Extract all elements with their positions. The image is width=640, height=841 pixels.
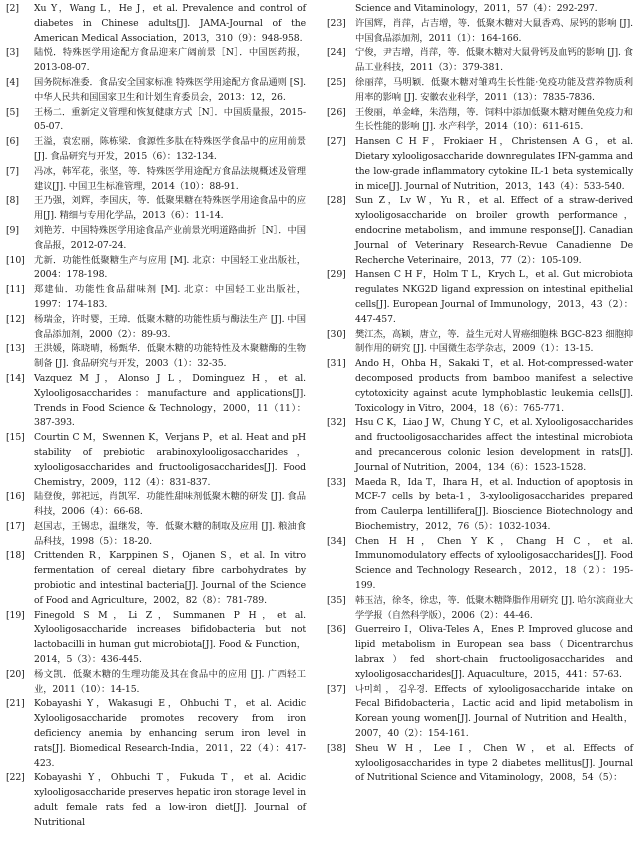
reference-text: 尤新．功能性低聚糖生产与应用 [M]. 北京：中国轻工业出版社，2004：178-198.: [34, 254, 306, 281]
reference-number: [5]: [6, 106, 19, 118]
reference-entry: [327, 17, 633, 47]
reference-list-left: [6, 2, 306, 831]
reference-number: [3]: [6, 47, 19, 59]
reference-entry: [6, 313, 306, 343]
reference-entry: [327, 194, 633, 268]
reference-number: [13]: [6, 343, 25, 355]
reference-entry: [6, 194, 306, 224]
reference-text: 王杨二．重新定义管理和恢复健康方式［N］．中国质量报，2015-05-07.: [34, 106, 306, 133]
reference-number: [30]: [327, 328, 346, 340]
reference-number: [8]: [6, 195, 19, 207]
reference-number: [23]: [327, 17, 346, 29]
reference-entry: [6, 2, 306, 46]
reference-number: [16]: [6, 491, 25, 503]
reference-entry: [327, 416, 633, 475]
reference-text: 国务院标准委．食品安全国家标准 特殊医学用途配方食品通则 [S]. 中华人民共和国国家卫生和计划生育委员会，2013：12，26.: [34, 76, 306, 103]
reference-text: 韩玉洁，徐冬，徐忠，等．低聚木糖降脂作用研究 [J]. 哈尔滨商业大学学报（自然科学版），2006（2）：44-46.: [355, 594, 633, 621]
reference-entry: [327, 623, 633, 682]
reference-number: [6]: [6, 136, 19, 148]
reference-number: [35]: [327, 594, 346, 606]
reference-entry: [6, 342, 306, 372]
reference-number: [10]: [6, 254, 25, 266]
reference-text: 赵国志，王锡忠，温继发，等．低聚木糖的制取及应用 [J]. 粮油食品科技，1998（5）：18-20.: [34, 520, 306, 547]
reference-text: Ando H，Ohba H，Sakaki T，et al. Hot-compressed-water decomposed products from bamboo manifest a selective cytotoxicity against acute lymphoblastic leukemia cells[J]. Toxicology in Vitro，2004，18（6）：765-771.: [355, 358, 633, 414]
reference-entry: [327, 2, 633, 17]
reference-text: Hansen C H F，Holm T L，Krych L，et al. Gut microbiota regulates NKG2D ligand expression on intestinal epithelial cells[J]. European Journal of Immunology，2013，43（2）：447-457.: [355, 269, 633, 325]
reference-entry: [6, 283, 306, 313]
reference-text: Kobayashi Y，Ohbuchi T，Fukuda T，et al. Acidic xylooligosaccharide preserves hepatic iron storage level in adult female rats fed a low-iron diet[J]. Journal of Nutritional: [34, 772, 306, 828]
reference-number: [21]: [6, 698, 25, 710]
reference-entry: [6, 697, 306, 771]
reference-entry: [327, 594, 633, 624]
reference-entry: [6, 490, 306, 520]
reference-number: [28]: [327, 195, 346, 207]
reference-number: [24]: [327, 47, 346, 59]
reference-text: 郑建仙．功能性食品甜味剂 [M]. 北京：中国轻工业出版社，1997：174-183.: [34, 284, 306, 310]
reference-number: [25]: [327, 76, 346, 88]
reference-number: [15]: [6, 432, 25, 444]
reference-entry: [327, 135, 633, 194]
reference-text: Kobayashi Y，Wakasugi E，Ohbuchi T，et al. Acidic Xylooligosaccharide promotes recovery from iron deficiency anemia by enhancing serum iron level in rats[J]. Biomedical Research-India，2011，22（4）：417-423.: [34, 698, 306, 769]
reference-number: [4]: [6, 76, 19, 88]
reference-text: Sun Z，Lv W，Yu R，et al. Effect of a straw-derived xylooligosaccharide on broiler growth performance，endocrine metabolism，and immune response[J]. Canadian Journal of Veterinary Research-Revue Canadienne De Recherche Veterinaire，2013，77（2）：105-109.: [355, 195, 633, 266]
reference-entry: [327, 76, 633, 106]
reference-number: [11]: [6, 284, 25, 296]
reference-entry: [6, 372, 306, 431]
reference-entry: [327, 268, 633, 327]
reference-text: 陆悦．特殊医学用途配方食品迎来广阔前景［N］．中国医药报，2013-08-07.: [34, 47, 306, 74]
reference-text: 王洪媛，陈晓晴，杨甄华．低聚木糖的功能特性及木聚糖酶的生物制备 [J]. 食品研究与开发，2003（1）：32-35.: [34, 343, 306, 370]
reference-entry: [6, 254, 306, 284]
reference-number: [2]: [6, 3, 19, 14]
reference-entry: [327, 476, 633, 535]
reference-text: 冯冰，韩军花，张坚，等．特殊医学用途配方食品法规概述及管理建议[J]. 中国卫生标准管理，2014（10）：88-91.: [34, 165, 306, 192]
reference-entry: [6, 609, 306, 668]
reference-number: [22]: [6, 772, 25, 784]
reference-list-right: [327, 2, 633, 786]
reference-entry: [6, 224, 306, 254]
reference-text: Xu Y，Wang L，He J，et al. Prevalence and control of diabetes in Chinese adults[J]. JAMA-Journal of the American Medical Association，2013，310（9）：948-958.: [34, 3, 306, 44]
reference-entry: [6, 46, 306, 76]
reference-text: Maeda R，Ida T，Ihara H，et al. Induction of apoptosis in MCF-7 cells by beta-1，3-xylooligosaccharides prepared from Caulerpa lentillifera[J]. Bioscience Biotechnology and Biochemistry，2012，76（5）：1032-1034.: [355, 476, 633, 532]
reference-entry: [6, 771, 306, 830]
reference-entry: [327, 683, 633, 742]
reference-entry: [6, 135, 306, 165]
reference-entry: [6, 668, 306, 698]
reference-number: [38]: [327, 742, 346, 754]
reference-entry: [327, 742, 633, 786]
reference-text: 나미희，김우경. Effects of xylooligosaccharide intake on Fecal Bifidobacteria，Lactic acid and lipid metabolism in Korean young women[J]. Journal of Nutrition and Health，2007，40（2）：154-161.: [355, 683, 633, 740]
reference-entry: [327, 357, 633, 416]
reference-text: 徐丽萍，马明颖．低聚木糖对雏鸡生长性能·免疫功能及营养物质利用率的影响 [J]. 安徽农业科学，2011（13）：7835-7836.: [355, 76, 633, 103]
reference-text: Courtin C M，Swennen K，Verjans P，et al. Heat and pH stability of prebiotic arabinoxylooligosaccharides，xylooligosaccharides and fructooligosaccharides[J]. Food Chemistry，2009，112（4）：831-837.: [34, 432, 306, 488]
reference-entry: [6, 520, 306, 550]
reference-entry: [6, 76, 306, 106]
reference-text: 樊江杰，高颖，唐立，等．益生元对人胃癌细胞株 BGC-823 细胞抑制作用的研究 [J]. 中国微生态学杂志，2009（1）：13-15.: [355, 328, 633, 355]
reference-entry: [327, 328, 633, 358]
reference-text: 杨瑞金，许时婴，王璋．低聚木糖的功能性质与酶法生产 [J]. 中国食品添加剂，2000（2）：89-93.: [34, 313, 306, 340]
reference-number: [14]: [6, 372, 25, 384]
reference-text: 杨文凯．低聚木糖的生理功能及其在食品中的应用 [J]. 广西轻工业，2011（10）：14-15.: [34, 668, 306, 695]
reference-number: [33]: [327, 476, 346, 488]
reference-text: 王俊丽，单金峰，朱浩翔，等．饲料中添加低聚木糖对鲤鱼免疫力和生长性能的影响 [J]. 水产科学，2014（10）：611-615.: [355, 106, 633, 133]
reference-entry: [6, 549, 306, 608]
reference-entry: [6, 106, 306, 136]
reference-number: [32]: [327, 417, 346, 429]
reference-text: 王溢，袁宏丽，陈栋梁．食源性多肽在特殊医学食品中的应用前景[J]. 食品研究与开发，2015（6）：132-134.: [34, 136, 306, 162]
reference-number: [29]: [327, 269, 346, 281]
reference-number: [26]: [327, 106, 346, 118]
reference-number: [31]: [327, 358, 346, 370]
reference-text: 许国辉，肖萍，占吉增，等．低聚木糖对大鼠香鸡、尿钙的影响 [J]. 中国食品添加剂，2011（1）：164-166.: [355, 17, 633, 44]
reference-text: Crittenden R，Karppinen S，Ojanen S，et al. In vitro fermentation of cereal dietary fibre carbohydrates by probiotic and intestinal bacteria[J]. Journal of the Science of Food and Agriculture，2002，82（8）：781-789.: [34, 550, 306, 606]
reference-entry: [327, 535, 633, 594]
reference-entry: [6, 431, 306, 490]
reference-text: Science and Vitaminology，2011，57（4）：292-297.: [355, 3, 598, 14]
reference-text: Guerreiro I，Oliva-Teles A，Enes P. Improved glucose and lipid metabolism in European sea bass（Dicentrarchus labrax）fed short-chain fructooligosaccharides and xylooligosaccharides[J]. Aquaculture，2015，441：57-63.: [355, 624, 633, 680]
reference-number: [19]: [6, 609, 25, 621]
reference-text: Hsu C K，Liao J W，Chung Y C，et al. Xylooligosaccharides and fructooligosaccharides affect the intestinal microbiota and precancerous colonic lesion development in rats[J]. Journal of Nutrition，2004，134（6）：1523-1528.: [355, 417, 633, 473]
reference-text: Hansen C H F，Frokiaer H，Christensen A G，et al. Dietary xylooligosaccharide downregulates IFN-gamma and the low-grade inflammatory cytokine IL-1 beta systemically in mice[J]. Journal of Nutrition，2013，143（4）：533-540.: [355, 136, 633, 192]
reference-number: [36]: [327, 624, 346, 636]
reference-number: [7]: [6, 165, 19, 177]
reference-text: Chen H H，Chen Y K，Chang H C，et al. Immunomodulatory effects of xylooligosaccharides[J]. Food Science and Technology Research，2012，18（2）：195-199.: [355, 535, 633, 592]
reference-number: [18]: [6, 550, 25, 562]
reference-entry: [327, 46, 633, 76]
reference-text: Sheu W H，Lee I，Chen W，et al. Effects of xylooligosaccharides in type 2 diabetes mellitus[J]. Journal of Nutritional Science and Vitaminology，2008，54（5）：: [355, 742, 633, 784]
reference-text: 刘艳芳．中国特殊医学用途食品产业前景光明道路曲折［N］．中国食品报，2012-07-24.: [34, 224, 306, 251]
reference-text: Finegold S M，Li Z，Summanen P H，et al. Xylooligosaccharide increases bifidobacteria but not lactobacilli in human gut microbiota[J]. Food & Function，2014，5（3）：436-445.: [34, 609, 306, 666]
reference-entry: [327, 106, 633, 136]
reference-text: 陆登俊，郭祀远，肖凯军．功能性甜味剂低聚木糖的研发 [J]. 食品科技，2006（4）：66-68.: [34, 491, 306, 518]
reference-number: [17]: [6, 520, 25, 532]
reference-entry: [6, 165, 306, 195]
reference-number: [27]: [327, 136, 346, 148]
reference-number: [34]: [327, 535, 346, 547]
reference-text: Vazquez M J，Alonso J L，Dominguez H，et al. Xylooligosaccharides：manufacture and applications[J]. Trends in Food Science & Technology，2000，11（11）：387-393.: [34, 372, 306, 429]
reference-number: [20]: [6, 668, 25, 680]
reference-number: [12]: [6, 313, 25, 325]
reference-number: [9]: [6, 224, 19, 236]
reference-text: 王乃强，刘辉，李国庆，等．低聚果糖在特殊医学用途食品中的应用[J]. 精细与专用化学品，2013（6）：11-14.: [34, 195, 306, 222]
reference-number: [37]: [327, 683, 346, 695]
reference-text: 宁俊，尹吉增，肖萍，等．低聚木糖对大鼠骨钙及血钙的影响 [J]. 食品工业科技，2011（3）：379-381.: [355, 47, 633, 74]
